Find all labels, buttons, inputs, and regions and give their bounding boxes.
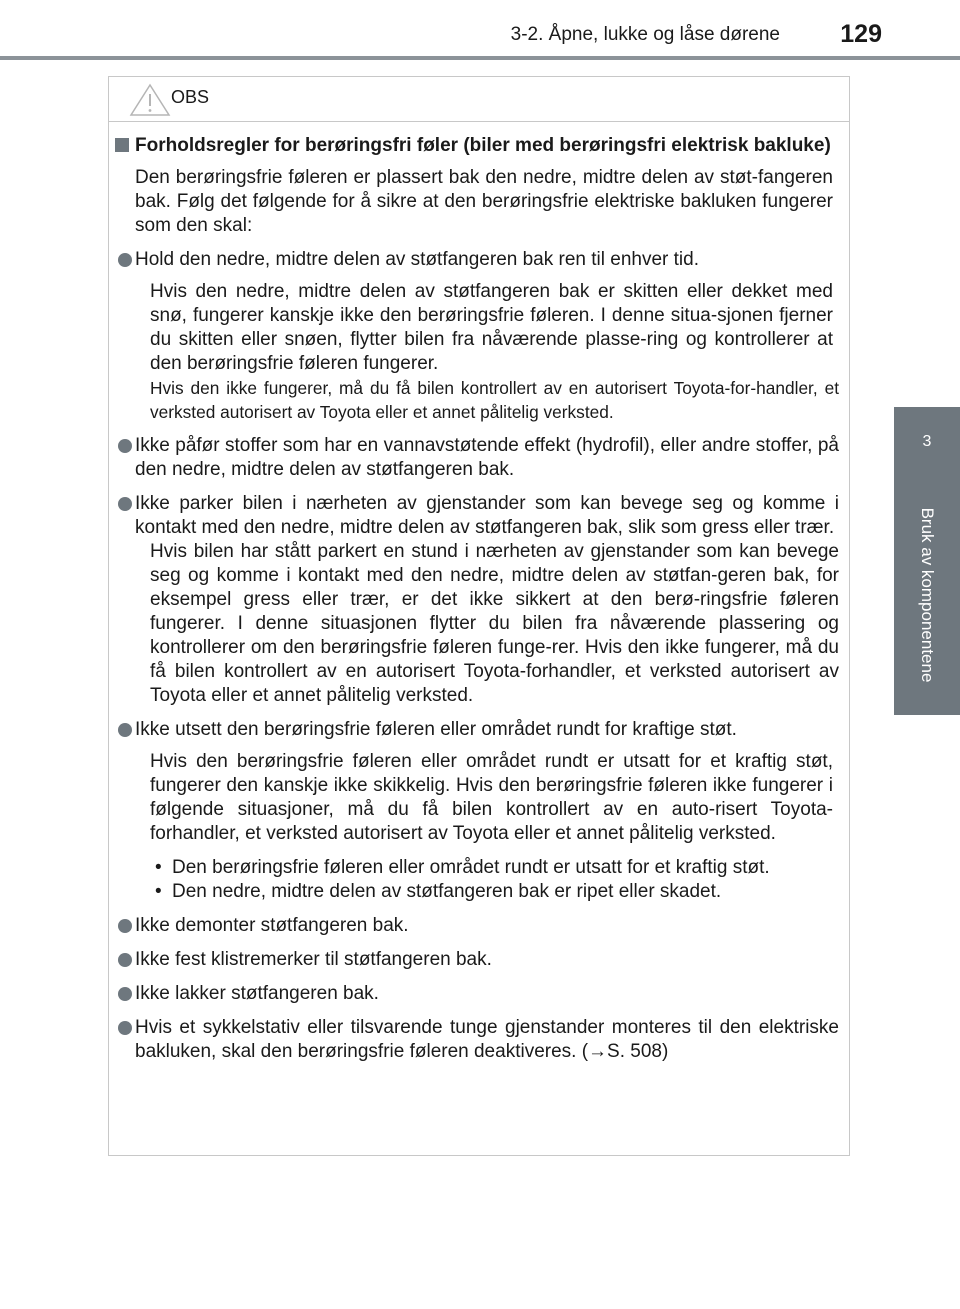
item-detail: Hvis den berøringsfrie føleren eller området rundt er utsatt for et kraftig støt, fungerer den kanskje ikke skikkelig. Hvis den berøringsfrie føleren ikke fungerer i følgende situasjoner, må du få bilen kontrollert av en auto-risert Toyota-forhandler, et verksted autorisert av Toyota eller et annet pålitelig verksted. [150,751,833,844]
notice-intro: Den berøringsfrie føleren er plassert bak den nedre, midtre delen av støt-fangeren bak. Følg det følgende for å sikre at den berøringsfrie elektriske bakluken fungerer som den skal: [135,167,833,236]
list-item: Ikke utsett den berøringsfrie føleren eller området rundt for kraftige støt. [109,718,849,742]
round-bullet-icon [118,253,132,267]
item-note: Hvis den ikke fungerer, må du få bilen kontrollert av en autorisert Toyota-for-handler, et verksted autorisert av Toyota eller et annet pålitelig verksted. [150,378,839,422]
notice-label: OBS [171,87,210,107]
round-bullet-icon [118,497,132,511]
notice-box [108,76,850,1156]
list-item: Hvis et sykkelstativ eller tilsvarende tunge gjenstander monteres til den elektriske bakluken, skal den berøringsfrie føleren deaktiveres. (→S. 508) [109,1016,849,1064]
list-item: Ikke lakker støtfangeren bak. [109,982,849,1006]
round-bullet-icon [118,723,132,737]
notice-content [109,134,849,1064]
round-bullet-icon [118,1021,132,1035]
notice-header [109,77,849,122]
item-continuation: Hvis bilen har stått parkert en stund i nærheten av gjenstander som kan bevege seg og komme i kontakt med den nedre, midtre delen av støtfan-geren bak, for eksempel gress eller trær, er det ikke sikkert at den berø-ringsfrie føleren fungerer. I denne situasjonen flytter du bilen fra nåværende plassering og kontrollerer om den berøringsfrie føleren funge-rer. Hvis den ikke fungerer, må du få bilen kontrollert av en autorisert Toyota-forhandler, et verksted autorisert av Toyota eller et annet pålitelig verksted. [150,541,839,706]
chapter-number: 3 [922,433,932,450]
list-item: Ikke demonter støtfangeren bak. [109,914,849,938]
item-detail: Hvis den nedre, midtre delen av støtfangeren bak er skitten eller dekket med snø, fungerer kanskje ikke den berøringsfrie føleren. I denne situa-sjonen fjerner du skitten eller snøen, flytter bilen fra nåværende plasse-ring og kontrollerer at den berøringsfrie føleren fungerer. [150,281,833,374]
chapter-side-tab[interactable] [894,407,960,715]
list-item: Ikke fest klistremerker til støtfangeren bak. [109,948,849,972]
notice-heading: Forholdsregler for berøringsfri føler (biler med berøringsfri elektrisk bakluke) [109,134,849,158]
bullet-mark: • [155,881,162,902]
page-header [0,0,960,62]
sub-list-item: • Den nedre, midtre delen av støtfangeren bak er ripet eller skadet. [155,881,722,902]
list-item: Hold den nedre, midtre delen av støtfangeren bak ren til enhver tid. [109,248,849,272]
chapter-label: Bruk av komponentene [918,507,937,683]
list-item: Ikke parker bilen i nærheten av gjenstander som kan bevege seg og komme i kontakt med den nedre, midtre delen av støtfangeren bak, slik som gress eller trær. [109,492,849,540]
list-item: Ikke påfør stoffer som har en vannavstøtende effekt (hydrofil), eller andre stoffer, på den nedre, midtre delen av støtfangeren bak. [109,434,849,482]
round-bullet-icon [118,439,132,453]
square-bullet-icon [115,138,129,152]
bullet-mark: • [155,857,162,878]
sub-list-item: • Den berøringsfrie føleren eller området rundt er utsatt for et kraftig støt. [155,857,770,878]
page-number: 129 [840,20,882,48]
round-bullet-icon [118,987,132,1001]
header-rule [0,56,960,60]
section-title: 3-2. Åpne, lukke og låse dørene [510,24,780,45]
round-bullet-icon [118,953,132,967]
warning-triangle-icon [129,83,171,117]
round-bullet-icon [118,919,132,933]
